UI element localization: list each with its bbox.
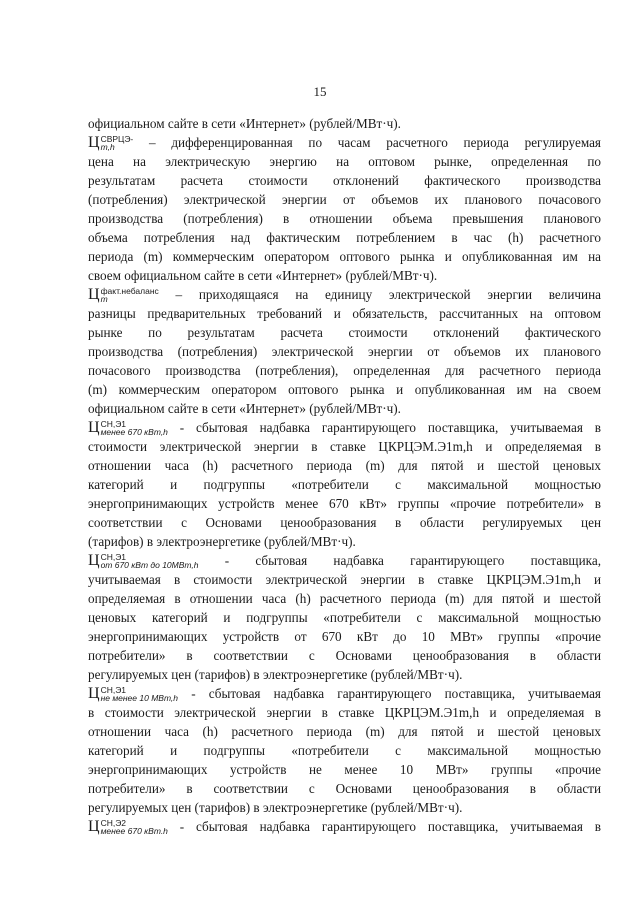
text-line — [88, 133, 601, 152]
symbol-superscript: СН,Э2 — [100, 818, 127, 828]
text-line: (m) коммерческим оператором оптового рынка и опубликованная им на своем — [88, 382, 601, 397]
symbol-base: Ц — [88, 286, 100, 303]
text-line: объема потребления над фактическим потреблением в час (h) расчетного — [88, 230, 601, 245]
line-text: - сбытовая надбавка гарантирующего поставщика, — [198, 553, 601, 568]
symbol-base: Ц — [88, 552, 100, 569]
text-line: отношении часа (h) расчетного периода (m) для пятой и шестой ценовых — [88, 724, 601, 739]
text-line: соответствии с Основами ценообразования в области регулируемых цен — [88, 515, 601, 530]
text-line: официальном сайте в сети «Интернет» (рублей/МВт·ч). — [88, 401, 401, 416]
text-line: в стоимости электрической энергии в ставке ЦКРЦЭМ.Э1m,h и определяемая в — [88, 705, 601, 720]
formula-symbol — [88, 287, 159, 303]
page-number: 15 — [313, 84, 327, 99]
symbol-subscript: m — [100, 294, 108, 304]
symbol-base: Ц — [88, 419, 100, 436]
text-line: периода (m) коммерческим оператором оптового рынка и опубликованная им на — [88, 249, 601, 264]
line-text: - сбытовая надбавка гарантирующего поставщика, учитываемая в — [167, 819, 601, 834]
text-line: производства (потребления) в отношении объема превышения планового — [88, 211, 601, 226]
text-line — [88, 684, 601, 703]
text-line: (тарифов) в электроэнергетике (рублей/МВт·ч). — [88, 534, 356, 549]
line-text: - сбытовая надбавка гарантирующего поставщика, учитываемая — [178, 686, 601, 701]
symbol-base: Ц — [88, 818, 100, 835]
line-text: – дифференцированная по часам расчетного периода регулируемая — [133, 135, 601, 150]
text-line: энергопринимающих устройств от 670 кВт до 10 МВт» группы «прочие — [88, 629, 601, 644]
formula-symbol — [88, 135, 133, 151]
symbol-subscript: не менее 10 МВт,h — [100, 693, 179, 703]
text-line: стоимости электрической энергии в ставке ЦКРЦЭМ.Э1m,h и определяемая в — [88, 439, 601, 454]
text-line: почасового производства (потребления), определенная для расчетного периода — [88, 363, 601, 378]
symbol-superscript: факт.небаланс — [100, 286, 159, 296]
text-line: категорий и подгруппы «потребители с максимальной мощностью — [88, 477, 601, 492]
symbol-subscript: менее 670 кВт,h — [100, 427, 168, 437]
formula-symbol — [88, 553, 198, 569]
symbol-superscript: СВРЦЭ- — [100, 134, 134, 144]
symbol-superscript: СН,Э1 — [100, 685, 127, 695]
formula-symbol — [88, 420, 168, 436]
text-line: регулируемых цен (тарифов) в электроэнергетике (рублей/МВт·ч). — [88, 667, 463, 682]
symbol-superscript: СН,Э1 — [100, 552, 127, 562]
text-line: потребители» в соответствии с Основами ценообразования в области — [88, 648, 601, 663]
symbol-subscript: менее 670 кВт.h — [100, 826, 168, 836]
text-line: своем официальном сайте в сети «Интернет» (рублей/МВт·ч). — [88, 268, 438, 283]
text-line: категорий и подгруппы «потребители с максимальной мощностью — [88, 743, 601, 758]
text-line: энергопринимающих устройств не менее 10 МВт» группы «прочие — [88, 762, 601, 777]
text-line: (потребления) электрической энергии от объемов их планового почасового — [88, 192, 601, 207]
symbol-subscript: от 670 кВт до 10МВт,h — [100, 560, 199, 570]
text-line: отношении часа (h) расчетного периода (m) для пятой и шестой ценовых — [88, 458, 601, 473]
text-line — [88, 551, 601, 570]
formula-symbol — [88, 819, 168, 835]
line-text: - сбытовая надбавка гарантирующего поставщика, учитываемая в — [167, 420, 601, 435]
text-line: ценовых категорий и подгруппы «потребители с максимальной мощностью — [88, 610, 601, 625]
line-text: – приходящаяся на единицу электрической энергии величина — [158, 287, 601, 302]
text-line: цена на электрическую энергию на оптовом рынке, определенная по — [88, 154, 601, 169]
symbol-subscript: m,h — [100, 142, 115, 152]
text-line: разницы предварительных требований и обязательств, рассчитанных на оптовом — [88, 306, 601, 321]
symbol-base: Ц — [88, 685, 100, 702]
text-line: энергопринимающих устройств менее 670 кВт» группы «прочие потребители» в — [88, 496, 601, 511]
text-line: официальном сайте в сети «Интернет» (рублей/МВт·ч). — [88, 116, 401, 131]
text-line: рынке по результатам расчета стоимости отклонений фактического — [88, 325, 601, 340]
text-line: учитываемая в стоимости электрической энергии в ставке ЦКРЦЭМ.Э1m,h и — [88, 572, 601, 587]
text-line: результатам расчета стоимости отклонений фактического производства — [88, 173, 601, 188]
text-line — [88, 418, 601, 437]
text-line — [88, 285, 601, 304]
text-line: регулируемых цен (тарифов) в электроэнергетике (рублей/МВт·ч). — [88, 800, 463, 815]
text-line — [88, 817, 601, 836]
symbol-superscript: СН,Э1 — [100, 419, 127, 429]
symbol-base: Ц — [88, 134, 100, 151]
text-line: определяемая в отношении часа (h) расчетного периода (m) для пятой и шестой — [88, 591, 601, 606]
text-line: производства (потребления) электрической энергии от объемов их планового — [88, 344, 601, 359]
text-line: потребители» в соответствии с Основами ценообразования в области — [88, 781, 601, 796]
formula-symbol — [88, 686, 178, 702]
document-body — [88, 114, 601, 836]
